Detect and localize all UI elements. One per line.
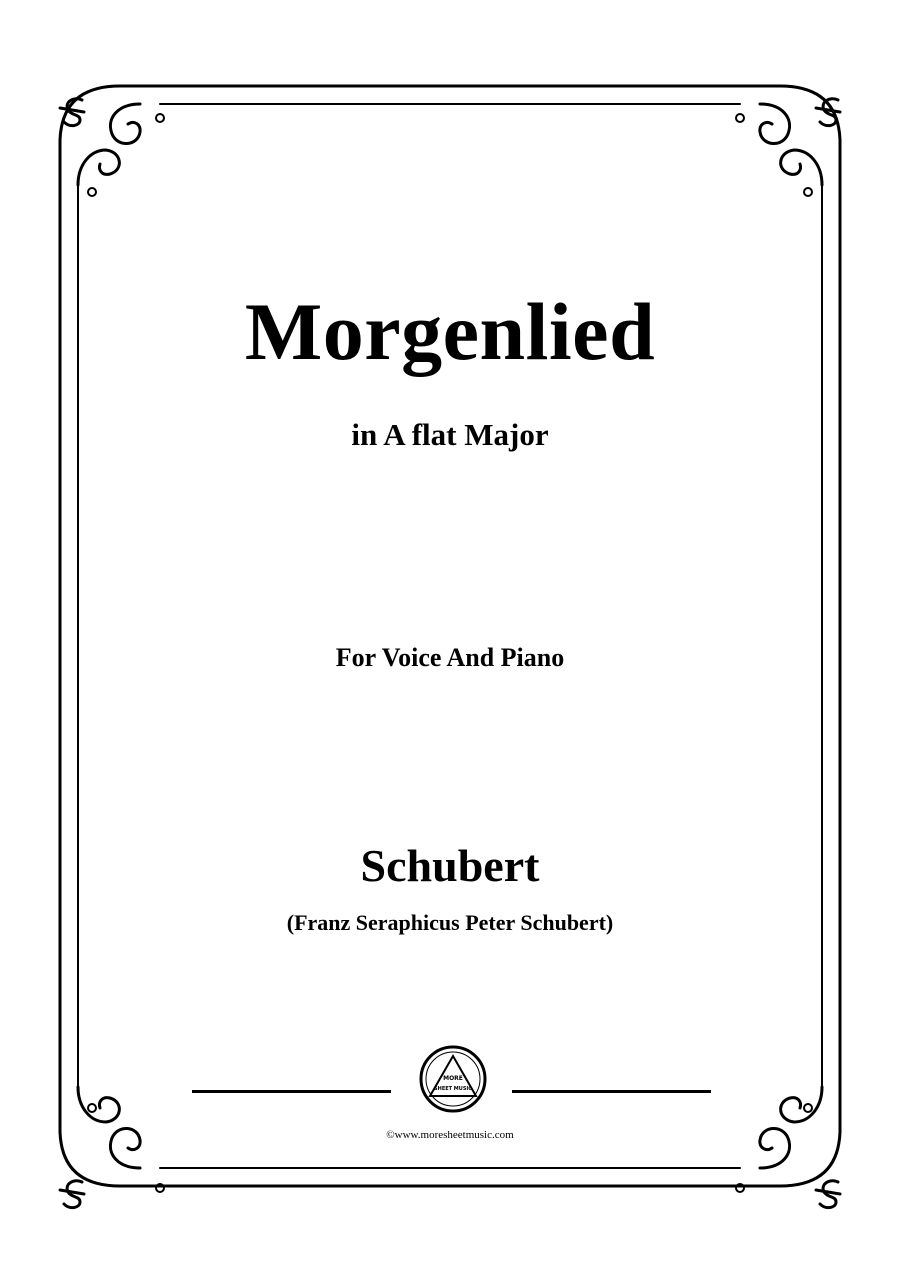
instrumentation-label: For Voice And Piano xyxy=(335,643,565,672)
corner-scroll-top-right xyxy=(736,104,822,196)
key-subtitle: in A flat Major xyxy=(351,417,549,452)
composer-full-name: (Franz Seraphicus Peter Schubert) xyxy=(286,910,614,935)
copyright-link[interactable]: ©www.moresheetmusic.com xyxy=(386,1129,514,1141)
fleuron-s-icon xyxy=(60,1181,84,1208)
corner-scroll-top-left xyxy=(78,104,164,196)
composer-name: Schubert xyxy=(360,840,540,891)
fleuron-s-icon xyxy=(816,1181,840,1208)
footer-rule-left xyxy=(192,1090,391,1093)
footer-rule-right xyxy=(512,1090,711,1093)
logo-text-bottom: SHEET MUSIC xyxy=(434,1086,472,1092)
logo-text-top: MORE xyxy=(443,1075,463,1082)
page-title: Morgenlied xyxy=(244,286,656,377)
triangle-seal-icon xyxy=(418,1044,488,1114)
